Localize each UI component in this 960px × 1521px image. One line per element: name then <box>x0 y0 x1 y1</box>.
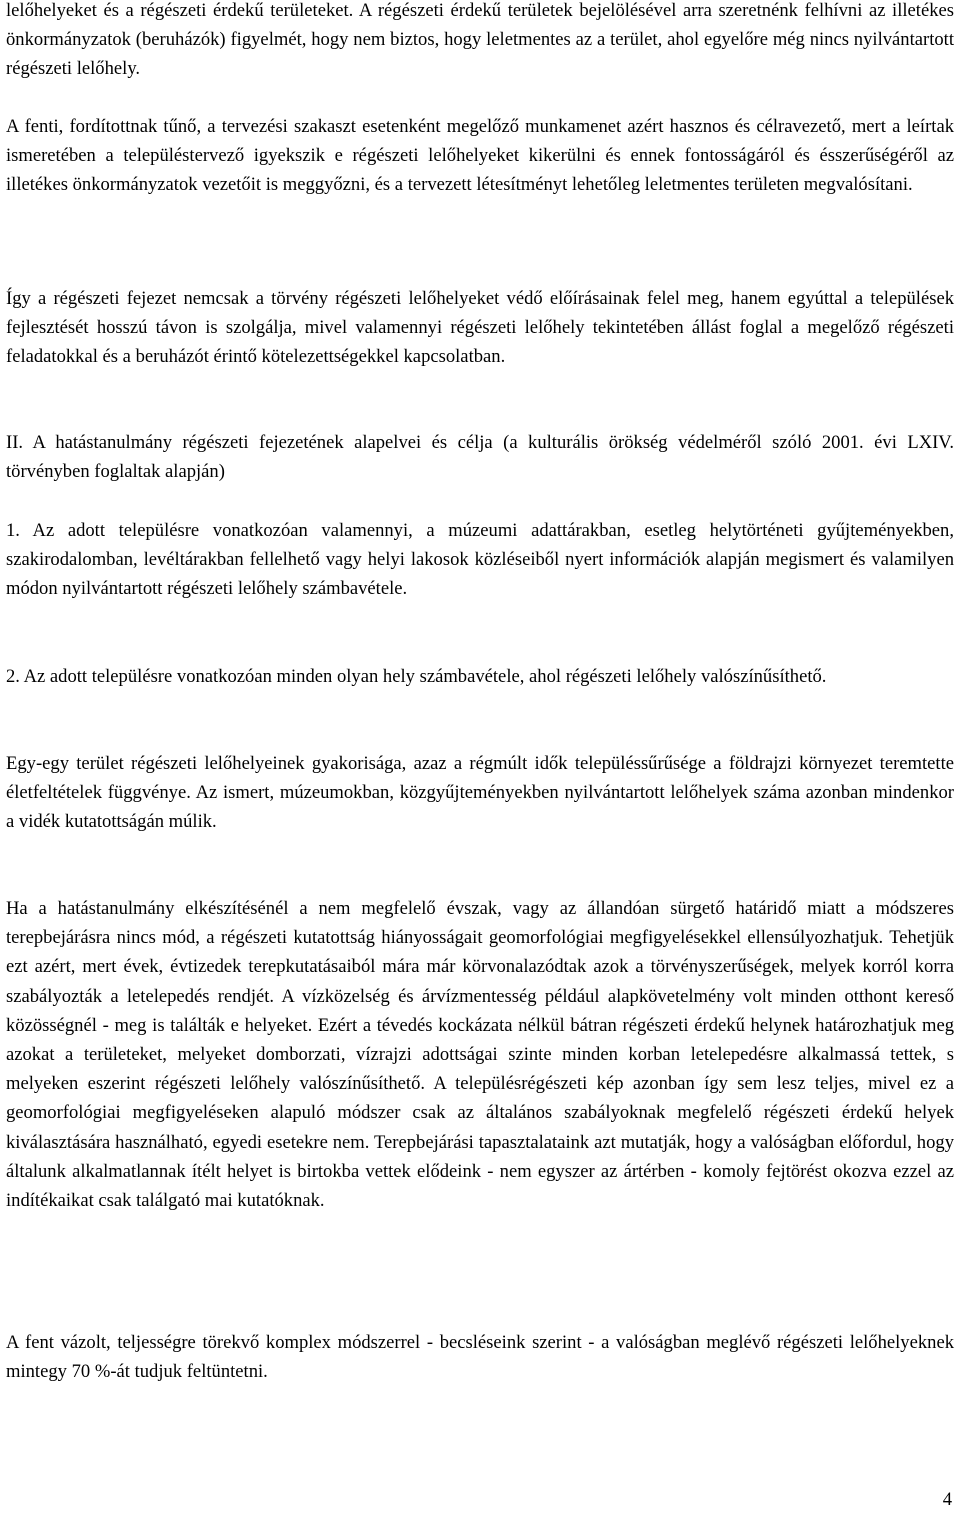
paragraph-point-2: 2. Az adott településre vonatkozóan minden olyan hely számbavétele, ahol régészeti lelőhely valószínűsíthető. <box>6 666 827 687</box>
paragraph-frequency: Egy-egy terület régészeti lelőhelyeinek gyakorisága, azaz a régmúlt idők településsűrűsége a földrajzi környezet teremtette életfeltételek függvénye. Az ismert, múzeumokban, közgyűjteményekben nyilvántartott lelőhelyek száma azonban mindenkor a vidék kutatottságán múlik. <box>6 753 954 833</box>
paragraph-point-1: 1. Az adott településre vonatkozóan valamennyi, a múzeumi adattárakban, esetleg helytörténeti gyűjteményekben, szakirodalomban, levéltárakban fellelhető vagy helyi lakosok közléseiből nyert információk alapján megismert és valamilyen módon nyilvántartott régészeti lelőhely számbavétele. <box>6 520 954 600</box>
paragraph-fieldwork: Ha a hatástanulmány elkészítésénél a nem megfelelő évszak, vagy az állandóan sürgető határidő miatt a módszeres terepbejárásra nincs mód, a régészeti kutatottság hiányosságait geomorfológiai megfigyelésekkel ellensúlyozhatjuk. Tehetjük ezt azért, mert évek, évtizedek terepkutatásaiból mára már körvonalazódtak azok a törvényszerűségek, melyek korról korra szabályozták a letelepedés rendjét. A vízközelség és árvízmentesség például alapkövetelmény volt minden otthont kereső közösségnél - meg is találták e helyeket. Ezért a tévedés kockázata nélkül bátran régészeti érdekű helynek határozhatjuk meg azokat a területeket, melyeket domborzati, vízrajzi adottságai szinte minden korban letelepedésre alkalmassá tettek, s melyeken eszerint régészeti lelőhely valószínűsíthető. A településrégészeti kép azonban így sem lesz teljes, mivel ez a geomorfológiai megfigyeléseken alapuló módszer csak az általános szabályoknak megfelelő régészeti érdekű helyek kiválasztására használható, egyedi esetekre nem. Terepbejárási tapasztalataink azt mutatják, hogy a valóságban előfordul, hogy általunk alkalmatlannak ítélt helyet is birtokba vettek elődeink - nem egyszer az ártérben - komoly fejtörést okozva ezzel az indítékaikat csak találgató mai kutatóknak. <box>6 898 954 1212</box>
section-heading-ii: II. A hatástanulmány régészeti fejezetének alapelvei és célja (a kulturális örökség védelméről szóló 2001. évi LXIV. törvényben foglaltak alapján) <box>6 432 954 483</box>
paragraph-conclusion: A fent vázolt, teljességre törekvő komplex módszerrel - becsléseink szerint - a valóságban meglévő régészeti lelőhelyeknek mintegy 70 %-át tudjuk feltüntetni. <box>6 1332 954 1383</box>
paragraph-2: A fenti, fordítottnak tűnő, a tervezési szakaszt esetenként megelőző munkamenet azért hasznos és célravezető, mert a leírtak ismeretében a településtervező igyekszik e régészeti lelőhelyeket kikerülni és ennek fontosságáról és ésszerűségéről az illetékes önkormányzatok vezetőit is meggyőzni, és a tervezett létesítményt lehetőleg leletmentes területen megvalósítani. <box>6 116 954 196</box>
paragraph-1: lelőhelyeket és a régészeti érdekű területeket. A régészeti érdekű területek bejelölésével arra szeretnénk felhívni az illetékes önkormányzatok (beruházók) figyelmét, hogy nem biztos, hogy leletmentes az a terület, ahol egyelőre még nincs nyilvántartott régészeti lelőhely. <box>6 0 954 80</box>
page-number: 4 <box>942 1489 952 1510</box>
paragraph-3: Így a régészeti fejezet nemcsak a törvény régészeti lelőhelyeket védő előírásainak felel meg, hanem egyúttal a települések fejlesztését hosszú távon is szolgálja, mivel valamennyi régészeti lelőhely tekintetében állást foglal a megelőző régészeti feladatokkal és a beruházót érintő kötelezettségekkel kapcsolatban. <box>6 288 954 368</box>
